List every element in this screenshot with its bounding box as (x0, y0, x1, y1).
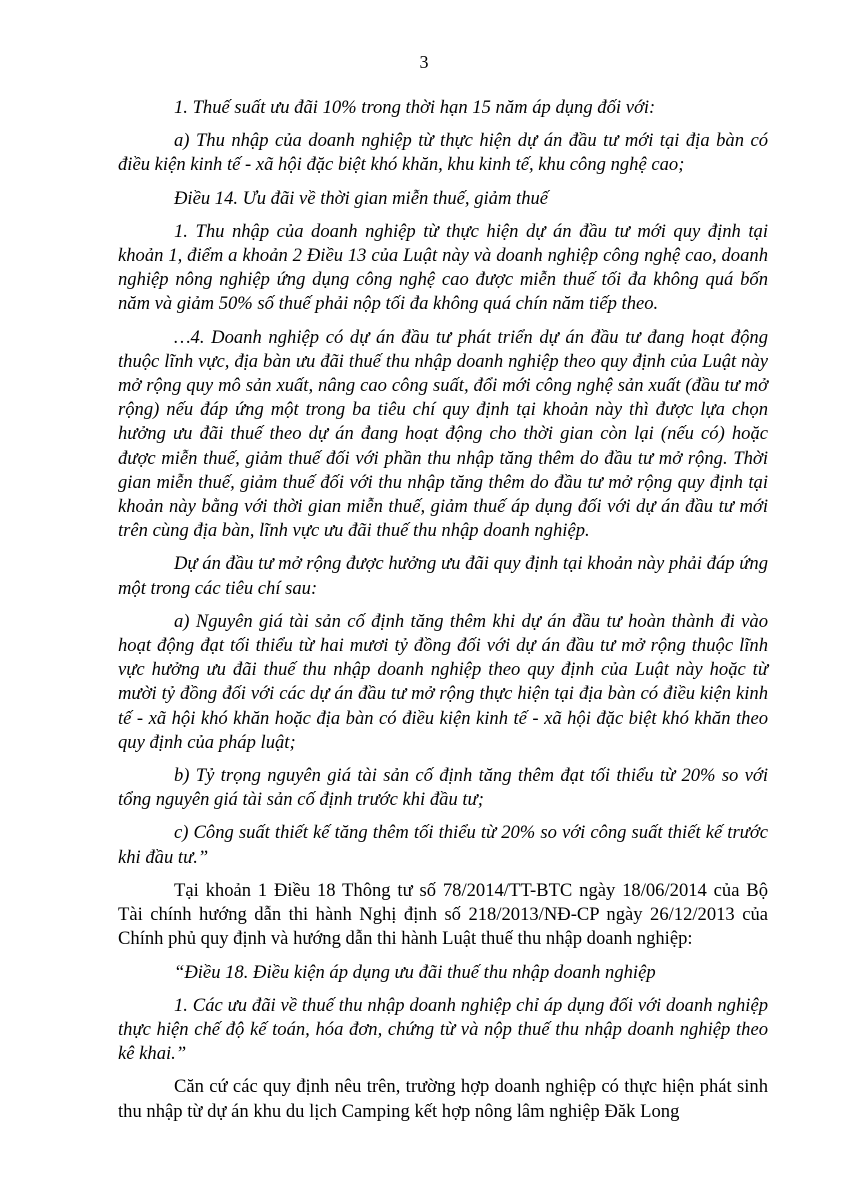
paragraph-2: a) Thu nhập của doanh nghiệp từ thực hiện dự án đầu tư mới tại địa bàn có điều kiện kinh tế - xã hội đặc biệt khó khăn, khu kinh tế, khu công nghệ cao; (118, 130, 768, 176)
paragraph-5: …4. Doanh nghiệp có dự án đầu tư phát triển dự án đầu tư đang hoạt động thuộc lĩnh vực, địa bàn ưu đãi thuế thu nhập doanh nghiệp theo quy định của Luật này mở rộng quy mô sản xuất, nâng cao công suất, đổi mới công nghệ sản xuất (đầu tư mở rộng) nếu đáp ứng một trong ba tiêu chí quy định tại khoản này thì được lựa chọn hưởng ưu đãi thuế theo dự án đang hoạt động cho thời gian còn lại (nếu có) hoặc được miễn thuế, giảm thuế đối với phần thu nhập tăng thêm do đầu tư mở rộng. Thời gian miễn thuế, giảm thuế đối với thu nhập tăng thêm do đầu tư mở rộng quy định tại khoản này bằng với thời gian miễn thuế, giảm thuế áp dụng đối với dự án đầu tư mới trên cùng địa bàn, lĩnh vực ưu đãi thuế thu nhập doanh nghiệp. (118, 326, 768, 542)
document-body (118, 96, 768, 1133)
page-number: 3 (419, 52, 429, 72)
paragraph-10: Tại khoản 1 Điều 18 Thông tư số 78/2014/TT-BTC ngày 18/06/2014 của Bộ Tài chính hướng dẫn thi hành Nghị định số 218/2013/NĐ-CP ngày 26/12/2013 của Chính phủ quy định và hướng dẫn thi hành Luật thuế thu nhập doanh nghiệp: (118, 879, 768, 950)
paragraph-6: Dự án đầu tư mở rộng được hưởng ưu đãi quy định tại khoản này phải đáp ứng một trong các tiêu chí sau: (118, 553, 768, 599)
article-14-heading: Điều 14. Ưu đãi về thời gian miễn thuế, giảm thuế (174, 187, 549, 209)
paragraph-8: b) Tỷ trọng nguyên giá tài sản cố định tăng thêm đạt tối thiểu từ 20% so với tổng nguyên giá tài sản cố định trước khi đầu tư; (118, 765, 768, 811)
paragraph-12: 1. Các ưu đãi về thuế thu nhập doanh nghiệp chỉ áp dụng đối với doanh nghiệp thực hiện chế độ kế toán, hóa đơn, chứng từ và nộp thuế thu nhập doanh nghiệp theo kê khai.” (118, 994, 768, 1065)
paragraph-1: 1. Thuế suất ưu đãi 10% trong thời hạn 15 năm áp dụng đối với: (174, 97, 656, 118)
paragraph-7: a) Nguyên giá tài sản cố định tăng thêm khi dự án đầu tư hoàn thành đi vào hoạt động đạt tối thiểu từ hai mươi tỷ đồng đối với dự án đầu tư mở rộng thuộc lĩnh vực hưởng ưu đãi thuế thu nhập doanh nghiệp theo quy định của Luật này hoặc từ mười tỷ đồng đối với các dự án đầu tư mở rộng thực hiện tại địa bàn có điều kiện kinh tế - xã hội khó khăn hoặc địa bàn có điều kiện kinh tế - xã hội đặc biệt khó khăn theo quy định của pháp luật; (118, 610, 768, 753)
article-18-heading: “Điều 18. Điều kiện áp dụng ưu đãi thuế thu nhập doanh nghiệp (174, 961, 656, 983)
paragraph-13: Căn cứ các quy định nêu trên, trường hợp doanh nghiệp có thực hiện phát sinh thu nhập từ dự án khu du lịch Camping kết hợp nông lâm nghiệp Đăk Long (118, 1076, 768, 1122)
paragraph-9: c) Công suất thiết kế tăng thêm tối thiểu từ 20% so với công suất thiết kế trước khi đầu tư.” (118, 822, 768, 868)
paragraph-4: 1. Thu nhập của doanh nghiệp từ thực hiện dự án đầu tư mới quy định tại khoản 1, điểm a khoản 2 Điều 13 của Luật này và doanh nghiệp công nghệ cao, doanh nghiệp nông nghiệp ứng dụng công nghệ cao được miễn thuế tối đa không quá bốn năm và giảm 50% số thuế phải nộp tối đa không quá chín năm tiếp theo. (118, 220, 768, 315)
